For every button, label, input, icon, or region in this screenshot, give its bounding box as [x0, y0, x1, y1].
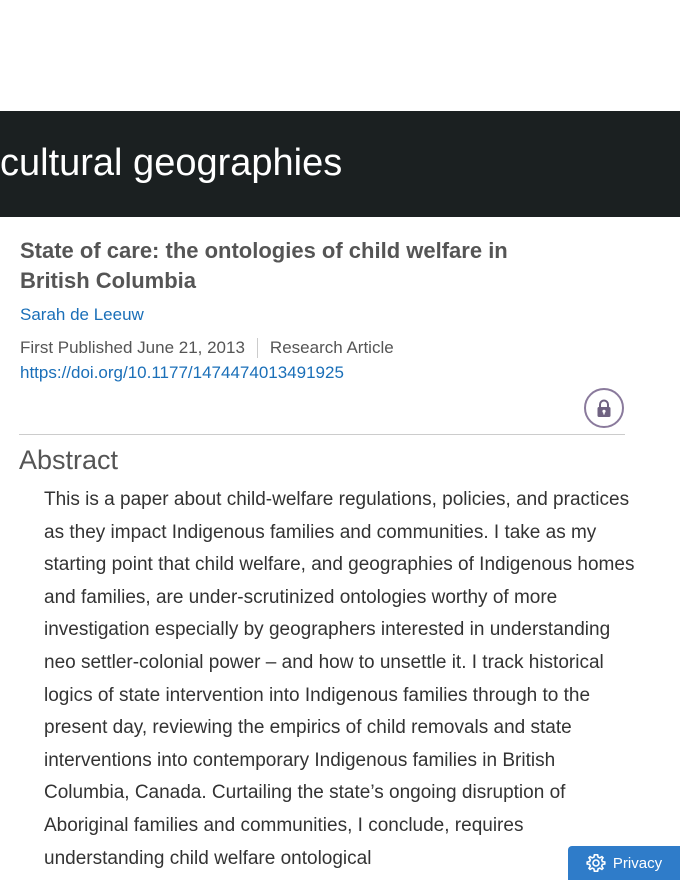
privacy-button[interactable] [568, 846, 680, 880]
abstract-heading: Abstract [19, 445, 119, 475]
abstract-text: This is a paper about child-welfare regulations, policies, and practices as they impact Indigenous families and communities. I take as my starting point that child welfare, and geographies of Indigenous homes and families, are under-scrutinized ontologies worthy of more investigation especially by geographers interested in understanding neo settler-colonial power – and how to unsettle it. I track historical logics of state intervention into Indigenous families through to the present day, reviewing the empirics of child removals and state interventions into contemporary Indigenous families in British Columbia, Canada. Curtailing the state’s ongoing disruption of Aboriginal families and communities, I conclude, requires understanding child welfare ontological [44, 489, 635, 869]
author-link[interactable]: Sarah de Leeuw [20, 305, 144, 324]
privacy-label: Privacy [612, 854, 663, 872]
journal-title[interactable]: cultural geographies [0, 142, 343, 184]
doi-link[interactable]: https://doi.org/10.1177/1474474013491925 [20, 363, 344, 382]
article-title: State of care: the ontologies of child welfare in British Columbia [20, 238, 508, 293]
article-type: Research Article [269, 338, 394, 357]
gear-icon [586, 853, 606, 873]
published-date: First Published June 21, 2013 [20, 338, 245, 357]
access-lock-button[interactable] [584, 388, 624, 428]
lock-icon [596, 399, 612, 418]
publication-meta [20, 338, 394, 358]
section-divider [19, 434, 625, 435]
meta-divider [257, 338, 258, 358]
